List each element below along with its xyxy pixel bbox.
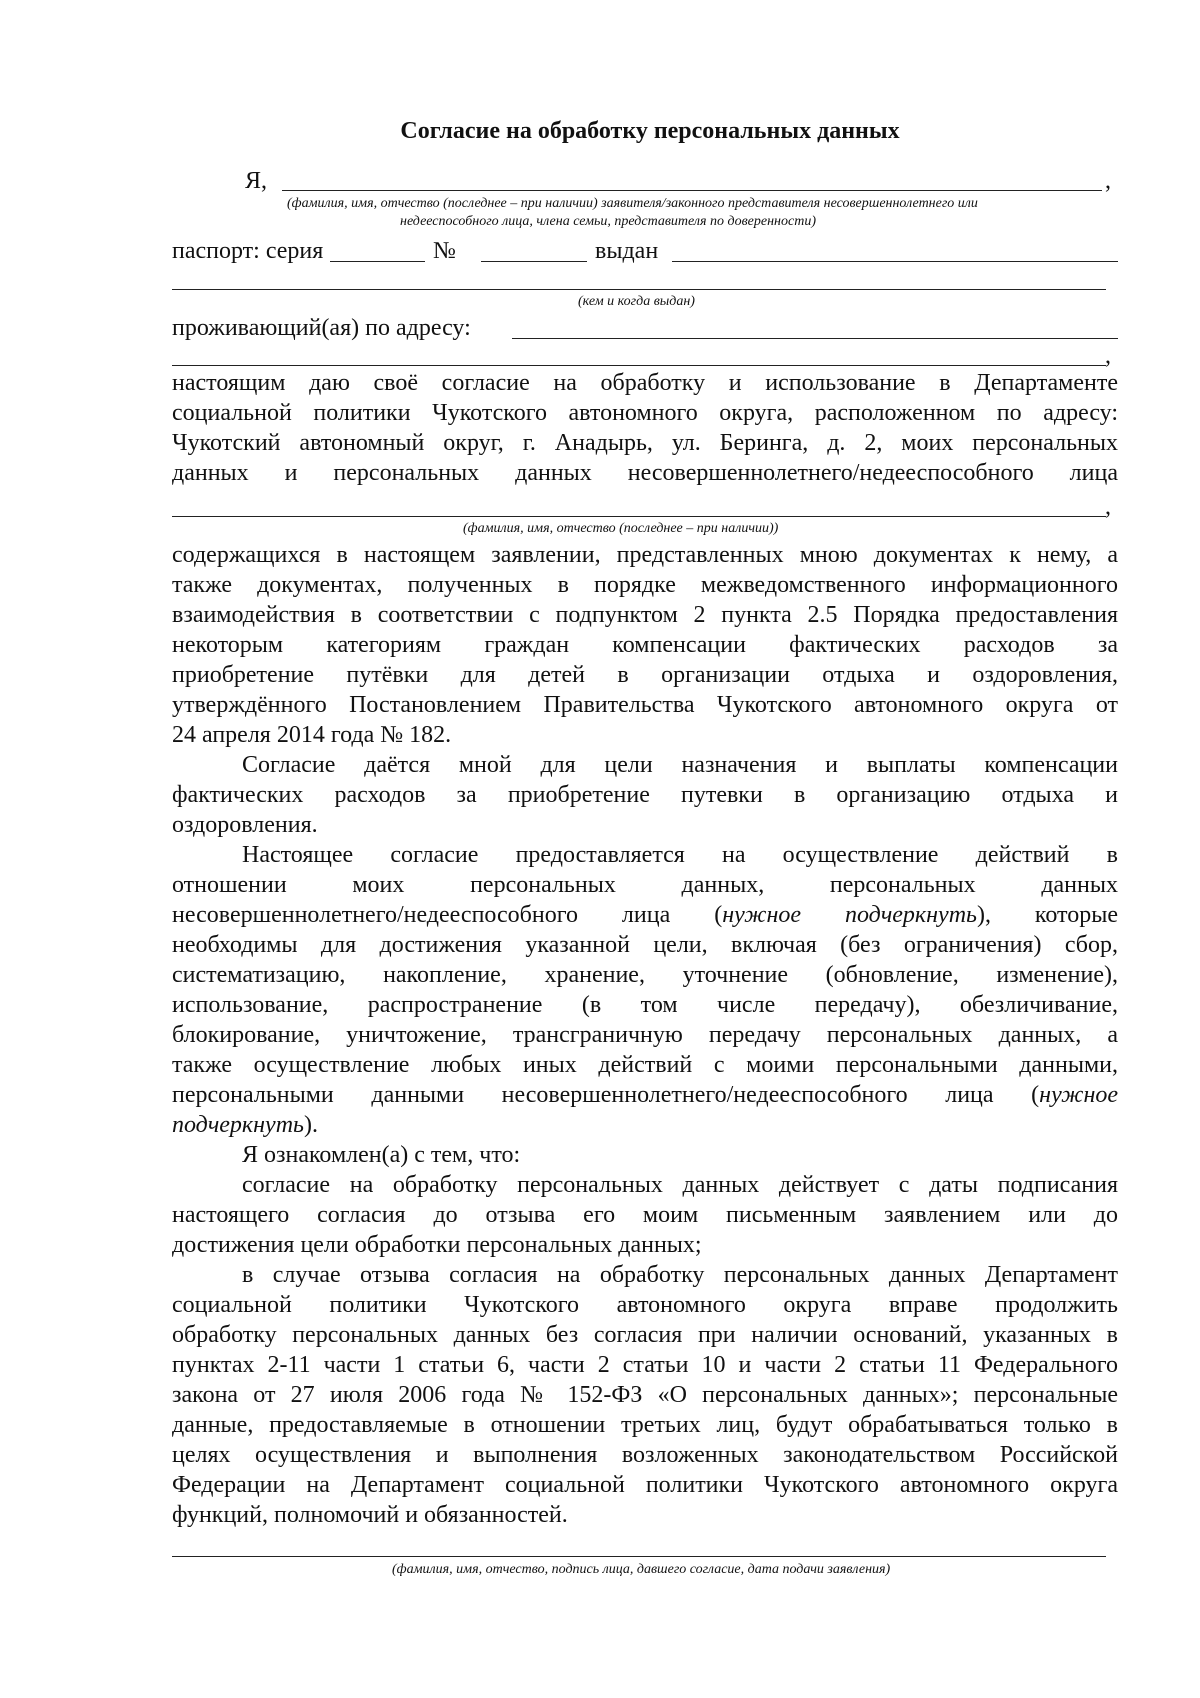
passport-series-line[interactable] — [330, 261, 425, 262]
paragraph-line: Согласие даётся мной для цели назначения и выплаты компенсации — [242, 752, 1118, 778]
paragraph-line: настоящего согласия до отзыва его моим письменным заявлением или до — [172, 1202, 1118, 1228]
paragraph-line: Федерации на Департамент социальной политики Чукотского автономного округа — [172, 1472, 1118, 1498]
issued-by-line[interactable] — [172, 289, 1106, 290]
paragraph-line: необходимы для достижения указанной цели, включая (без ограничения) сбор, — [172, 932, 1118, 958]
comma-mark: , — [1105, 168, 1111, 194]
paragraph-line: обработку персональных данных без согласия при наличии оснований, указанных в — [172, 1322, 1118, 1348]
paragraph-line: использование, распространение (в том числе передачу), обезличивание, — [172, 992, 1118, 1018]
passport-number-label: № — [433, 238, 456, 264]
signature-line[interactable] — [172, 1556, 1106, 1557]
paragraph-line: приобретение путёвки для детей в организации отдыха и оздоровления, — [172, 662, 1118, 688]
paragraph-line: функций, полномочий и обязанностей. — [172, 1502, 568, 1528]
minor-caption: (фамилия, имя, отчество (последнее – при наличии)) — [463, 521, 779, 536]
emphasis-text: нужное подчеркнуть — [722, 902, 977, 928]
ya-label: Я, — [245, 168, 268, 194]
paragraph-line: достижения цели обработки персональных данных; — [172, 1232, 702, 1258]
paragraph-line: некоторым категориям граждан компенсации фактических расходов за — [172, 632, 1118, 658]
applicant-name-line[interactable] — [282, 190, 1102, 191]
paragraph-line: также документах, полученных в порядке межведомственного информационного — [172, 572, 1118, 598]
paragraph-line: социальной политики Чукотского автономного округа вправе продолжить — [172, 1292, 1118, 1318]
paragraph-line: блокирование, уничтожение, трансграничную передачу персональных данных, а — [172, 1022, 1118, 1048]
paragraph-line — [172, 1110, 1118, 1140]
text-segment: персональными данными несовершеннолетнего/недееспособного лица ( — [172, 1082, 1040, 1108]
minor-name-line[interactable] — [172, 516, 1106, 517]
applicant-caption-line2: недееспособного лица, члена семьи, представителя по доверенности) — [400, 214, 816, 229]
paragraph-line: фактических расходов за приобретение путевки в организацию отдыха и — [172, 782, 1118, 808]
validity-paragraph — [172, 1170, 1118, 1260]
paragraph-line: отношении моих персональных данных, персональных данных — [172, 872, 1118, 898]
paragraph-line — [172, 1080, 1118, 1110]
paragraph-line: содержащихся в настоящем заявлении, представленных мною документах к нему, а — [172, 542, 1118, 568]
address-line-1[interactable] — [512, 338, 1118, 339]
passport-number-line[interactable] — [481, 261, 587, 262]
consent-paragraph — [172, 368, 1118, 488]
address-label: проживающий(ая) по адресу: — [172, 315, 471, 341]
text-segment: ). — [303, 1112, 318, 1138]
address-line-2[interactable] — [172, 365, 1106, 366]
paragraph-line: также осуществление любых иных действий с моими персональными данными, — [172, 1052, 1118, 1078]
emphasis-text: нужное — [1039, 1082, 1118, 1108]
emphasis-text: подчеркнуть — [172, 1112, 304, 1138]
purpose-paragraph — [172, 750, 1118, 840]
documents-paragraph — [172, 540, 1118, 750]
applicant-caption-line1: (фамилия, имя, отчество (последнее – при наличии) заявителя/законного представителя несовершеннолетнего или — [287, 196, 978, 211]
document-title: Согласие на обработку персональных данных — [400, 118, 900, 144]
revocation-paragraph — [172, 1260, 1118, 1530]
paragraph-line: взаимодействия в соответствии с подпунктом 2 пункта 2.5 Порядка предоставления — [172, 602, 1118, 628]
actions-paragraph — [172, 840, 1118, 1140]
paragraph-line: социальной политики Чукотского автономного округа, расположенном по адресу: — [172, 400, 1118, 426]
passport-series-label: паспорт: серия — [172, 238, 324, 264]
signature-caption: (фамилия, имя, отчество, подпись лица, давшего согласие, дата подачи заявления) — [392, 1562, 891, 1577]
comma-mark: , — [1105, 343, 1111, 369]
paragraph-line — [172, 900, 1118, 930]
paragraph-line: Чукотский автономный округ, г. Анадырь, ул. Беринга, д. 2, моих персональных — [172, 430, 1118, 456]
paragraph-line: оздоровления. — [172, 812, 318, 838]
paragraph-line: систематизацию, накопление, хранение, уточнение (обновление, изменение), — [172, 962, 1118, 988]
paragraph-line: закона от 27 июля 2006 года № 152-ФЗ «О персональных данных»; персональные — [172, 1382, 1118, 1408]
paragraph-line: в случае отзыва согласия на обработку персональных данных Департамент — [242, 1262, 1118, 1288]
paragraph-line: Настоящее согласие предоставляется на осуществление действий в — [242, 842, 1118, 868]
paragraph-line: данных и персональных данных несовершеннолетнего/недееспособного лица — [172, 460, 1118, 486]
issued-caption: (кем и когда выдан) — [578, 294, 695, 309]
informed-heading: Я ознакомлен(а) с тем, что: — [242, 1142, 521, 1168]
passport-issued-label: выдан — [595, 238, 659, 264]
paragraph-line: целях осуществления и выполнения возложенных законодательством Российской — [172, 1442, 1118, 1468]
text-segment: несовершеннолетнего/недееспособного лица ( — [172, 902, 723, 928]
text-segment: ), которые — [976, 902, 1118, 928]
paragraph-line: настоящим даю своё согласие на обработку и использование в Департаменте — [172, 370, 1118, 396]
paragraph-line: 24 апреля 2014 года № 182. — [172, 722, 452, 748]
paragraph-line: пунктах 2-11 части 1 статьи 6, части 2 статьи 10 и части 2 статьи 11 Федерального — [172, 1352, 1118, 1378]
paragraph-line: данные, предоставляемые в отношении третьих лиц, будут обрабатываться только в — [172, 1412, 1118, 1438]
comma-mark: , — [1105, 494, 1111, 520]
passport-issued-line[interactable] — [672, 261, 1118, 262]
paragraph-line: утверждённого Постановлением Правительства Чукотского автономного округа от — [172, 692, 1118, 718]
paragraph-line: согласие на обработку персональных данных действует с даты подписания — [242, 1172, 1118, 1198]
